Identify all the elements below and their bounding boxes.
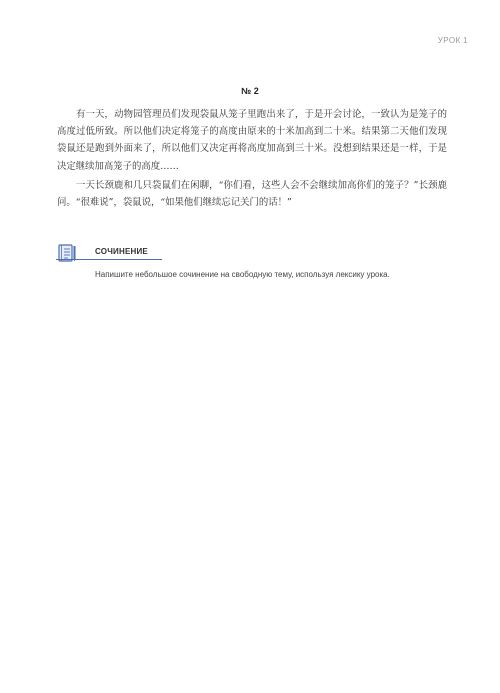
notebook-pencil-icon	[56, 242, 78, 264]
story-paragraph-2: 一天长颈鹿和几只袋鼠们在闲聊，“你们看，这些人会不会继续加高你们的笼子？”长颈鹿问。“很难说”，袋鼠说，“如果他们继续忘记关门的话！”	[57, 179, 447, 209]
task-title: СОЧИНЕНИЕ	[95, 247, 148, 256]
task-title-underline	[56, 259, 162, 260]
story-text	[57, 106, 447, 213]
task-instruction: Напишите небольшое сочинение на свободную тему, используя лексику урока.	[95, 270, 390, 279]
story-paragraph-1: 有一天，动物园管理员们发现袋鼠从笼子里跑出来了，于是开会讨论，一致认为是笼子的高度过低所致。所以他们决定将笼子的高度由原来的十米加高到二十米。结果第二天他们发现袋鼠还是跑到外面来了，所以他们又决定再将高度加高到三十米。没想到结果还是一样，于是决定继续加高笼子的高度……	[57, 109, 447, 172]
exercise-number: № 2	[241, 86, 259, 96]
running-header: УРОК 1	[437, 36, 468, 45]
